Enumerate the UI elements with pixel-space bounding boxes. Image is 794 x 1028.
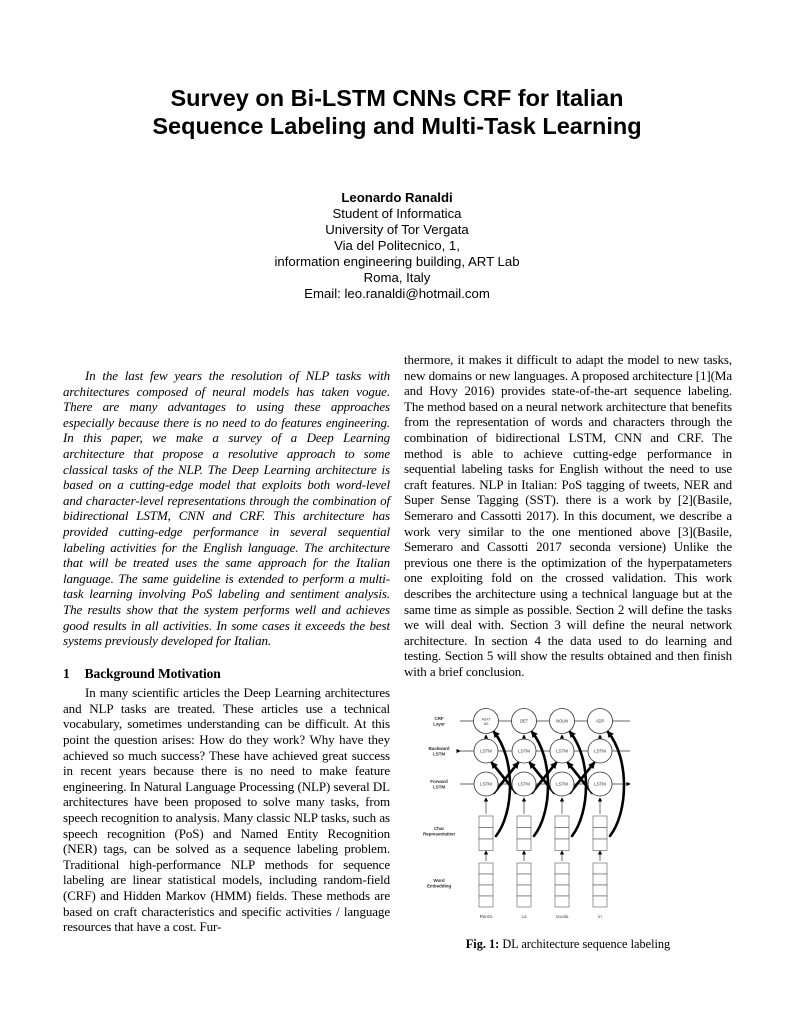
figure-diagram: [418, 701, 690, 927]
figure-caption-label: Fig. 1:: [465, 937, 500, 952]
left-column: [63, 352, 390, 953]
author-email: Email: leo.ranaldi@hotmail.com: [304, 286, 490, 301]
author-affiliation-line: University of Tor Vergata: [325, 222, 469, 237]
word-label: La: [521, 914, 527, 920]
word-label: in: [598, 914, 602, 920]
author-affiliation-line: Roma, Italy: [363, 270, 431, 285]
abstract: [63, 368, 390, 649]
section-title: Background Motivation: [84, 665, 221, 681]
section-number: 1: [63, 665, 70, 681]
figure-1: [404, 701, 732, 953]
svg-text:Layer: Layer: [433, 721, 445, 727]
author-name: Leonardo Ranaldi: [341, 190, 453, 205]
row-label-word: Word: [433, 878, 445, 884]
svg-text:Representation: Representation: [422, 831, 456, 837]
paper-title-line2: Sequence Labeling and Multi-Task Learning: [152, 113, 642, 139]
crf-tag: AUXT: [481, 717, 491, 722]
lstm-node-label: LSTM: [594, 782, 606, 788]
lstm-node-label: LSTM: [556, 749, 568, 755]
figure-caption-text: DL architecture sequence labeling: [502, 937, 671, 952]
lstm-node-label: LSTM: [480, 782, 492, 788]
row-label-char: Char: [433, 826, 445, 832]
section-body: [63, 685, 390, 935]
crf-tag: AG: [483, 722, 489, 727]
paper-title: [0, 84, 794, 140]
svg-text:Embedding: Embedding: [426, 883, 452, 889]
lstm-node-label: LSTM: [518, 782, 530, 788]
crf-tag: NOUN: [556, 719, 568, 725]
author-affiliation-line: information engineering building, ART Lab: [274, 254, 520, 269]
author-block: [0, 190, 794, 302]
svg-text:LSTM: LSTM: [432, 751, 446, 757]
row-label-forward: Forward: [430, 779, 448, 785]
lstm-node-label: LSTM: [518, 749, 530, 755]
figure-row-labels: [423, 716, 455, 889]
right-column-text: thermore, it makes it difficult to adapt the model to new tasks, new domains or new languages. A proposed architecture [1](Ma and Hovy 2016) provides state-of-the-art sequence labeling. The method based on a neural network architecture that benefits from the representation of words and characters through the combination of bidirectional LSTM, CNN and CRF. The method is able to achieve cutting-edge performance in sequential labeling tasks for English without the need to use craft features. NLP in Italian: PoS tagging of tweets, NER and Super Sense Tagging (SST). there is a work by [2](Basile, Semeraro and Cassotti 2017). In this document, we describe a work very similar to the one mentioned above [3](Basile, Semeraro and Cassotti 2017 seconda versione) Unlike the previous one there is the optimization of the hyperpatameters one exploiting fold on the crossed validation. This work describes the architecture using a technical language but at the same time as simple as possible. Section 2 will define the tasks we will deal with. Section 3 will define the neural network architecture. In section 4 the data used to do learning and testing. Section 5 will show the results obtained and then finish with a brief conclusion.: [404, 352, 732, 679]
section-body-text: In many scientific articles the Deep Learning architectures and NLP tasks are treated. These articles use a technical vocabulary, sometimes understanding can be difficult. At this point the question arises: How do they work? Why have they achieved so much success? These have achieved great success in recent years because there is no need to make feature engineering. In Natural Language Processing (NLP) several DL architectures have been proposed to solve many tasks, from speech recognition to analysis. Many classic NLP tasks, such as speech recognition (PoS) and Named Entity Recognition (NER) tags, can be solved as a sequence labeling problem. Traditional high-performance NLP methods for sequence labeling are linear statistical models, including random-field (CRF) and Hidden Markov (HMM) fields. These methods are based on craft characteristics and specific activities / language resources that have a cost. Fur-: [63, 685, 390, 935]
paper-title-line1: Survey on Bi-LSTM CNNs CRF for Italian: [170, 85, 624, 111]
word-label: scuola: [555, 914, 569, 920]
two-column-body: [63, 352, 732, 953]
input-words: [480, 914, 603, 919]
figure-caption: [404, 937, 732, 953]
row-label-crf: CRF: [434, 716, 444, 722]
crf-tag: ADP: [595, 719, 605, 725]
crf-tag: DET: [519, 719, 529, 725]
abstract-text: In the last few years the resolution of NLP tasks with architectures composed of neural models has taken vogue. There are many advantages to using these approaches especially because there is no need to do features engineering. In this paper, we make a survey of a Deep Learning architecture that propose a resolutive approach to some classical tasks of the NLP. The Deep Learning architecture is based on a cutting-edge model that exploits both word-level and character-level representations through the combination of bidirectional LSTM, CNN and CRF. This architecture has provided cutting-edge performance in several sequential labeling activities for the English language. The architecture that will be treated uses the same approach for the Italian language. The same guideline is extended to perform a multi-task learning involving PoS labeling and sentiment analysis. The results show that the system performs well and achieves good results in all activities. In some cases it exceeds the best systems previously developed for Italian.: [63, 368, 390, 649]
lstm-node-label: LSTM: [556, 782, 568, 788]
author-affiliation-line: Via del Politecnico, 1,: [334, 238, 460, 253]
section-heading: [63, 666, 390, 682]
svg-text:LSTM: LSTM: [432, 784, 446, 790]
word-embedding-stacks: [479, 863, 607, 907]
right-column: [404, 352, 732, 953]
lstm-node-label: LSTM: [480, 749, 492, 755]
author-affiliation-line: Student of Informatica: [332, 206, 462, 221]
lstm-node-label: LSTM: [594, 749, 606, 755]
word-label: Renzo: [479, 914, 493, 920]
row-label-backward: Backward: [428, 746, 450, 752]
